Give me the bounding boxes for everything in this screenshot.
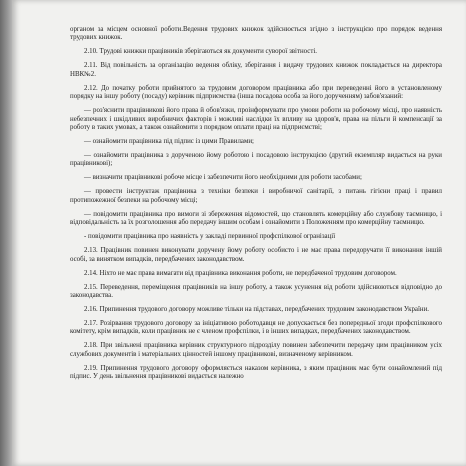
list-item-confidentiality: — повідомити працівника про вимоги зі збереження відомостей, що становлять комерційну або службову таємницю, і відповідальність за їх розголошення або передачу іншим особам і ознайомити з Положенням про комерційну таємницю. — [70, 210, 442, 227]
list-item-workplace: — визначити працівникові робоче місце і забезпечити його необхідними для роботи засобами; — [84, 174, 362, 182]
paragraph-2-12: 2.12. До початку роботи прийнятого за трудовим договором працівника або при переведенні його в установленому порядку на іншу роботу (посаду) керівник підприємства (інша посадова особа за його дорученням) забов'язаний: — [70, 84, 442, 101]
paragraph-continuation: органом за місцем основної роботи.Ведення трудових книжок здійснюється згідно з інструкцією про порядок ведення трудових книжок. — [70, 26, 442, 42]
document-page — [12, 0, 466, 466]
paragraph-2-13: 2.13. Працівник повинен виконувати доручену йому роботу особисто і не має права передоручати її виконання іншій особі, за винятком випадків, передбачених законодавством. — [70, 247, 442, 263]
list-item-safety-briefing: — провести інструктаж працівника з техніки безпеки і виробничої санітарії, з питань гігієни праці і правил протипожежної безпеки на робочому місці; — [70, 188, 442, 204]
paragraph-2-10: 2.10. Трудові книжки працівників зберігаються як документи суворої звітності. — [84, 48, 317, 56]
list-item-explain-rights: — роз'яснити працівникові його права й обов'язки, проінформувати про умови роботи на робочому місці, про наявність небезпечних і шкідливих виробничих факторів і можливі наслідки їх впливу на здоров'я, права на пільги й компенсації за роботу в таких умовах, а також ознайомити з порядком оплати праці на підприємстві; — [70, 107, 442, 132]
paragraph-2-16: 2.16. Припинення трудового договору можливе тільки на підставах, передбачених трудовим законодавством України. — [84, 306, 429, 314]
paragraph-2-19: 2.19. Припинення трудового договору оформляється наказом керівника, з яким працівник має бути ознайомлений під підпис. У день звільнення працівникові видається належно — [70, 364, 442, 381]
paragraph-2-15: 2.15. Переведення, переміщення працівників на іншу роботу, а також усунення від роботи здійснюються відповідно до законодавства. — [70, 283, 442, 300]
document-body — [70, 26, 442, 387]
paragraph-2-11: 2.11. Вiд повільність за організацію ведення обліку, зберігання і видачу трудових книжок покладається на директора НВК№2. — [70, 62, 442, 78]
list-item-rules: — ознайомити працівника під підпис із цими Правилами; — [84, 138, 254, 146]
list-item-trade-union: - повідомити працівника про наявність у закладі первинної профспілкової огранізації — [84, 233, 336, 241]
paragraph-2-14: 2.14. Ніхто не має права вимагати від працівника виконання роботи, не передбаченої трудовим договором. — [84, 269, 397, 277]
paragraph-2-17: 2.17. Розірвання трудового договору за ініціативою роботодавця не допускається без попередньої згоди профспілкового комітету, крім випадків, коли працівник не є членом профспілки, і в інших випадках, передбачених законодавством. — [70, 320, 442, 336]
list-item-job-instruction: — ознайомити працівника з дорученою йому роботою і посадовою інструкцією (другий екземпляр видається на руки працівникові); — [70, 152, 442, 168]
paragraph-2-18: 2.18. При звільнені працівника керівник структурного підрозділу повинен забезпечити передачу цим працівником усіх службових документів і матеріальних цінностей іншому працівникові, визначеному керівником. — [70, 342, 442, 358]
